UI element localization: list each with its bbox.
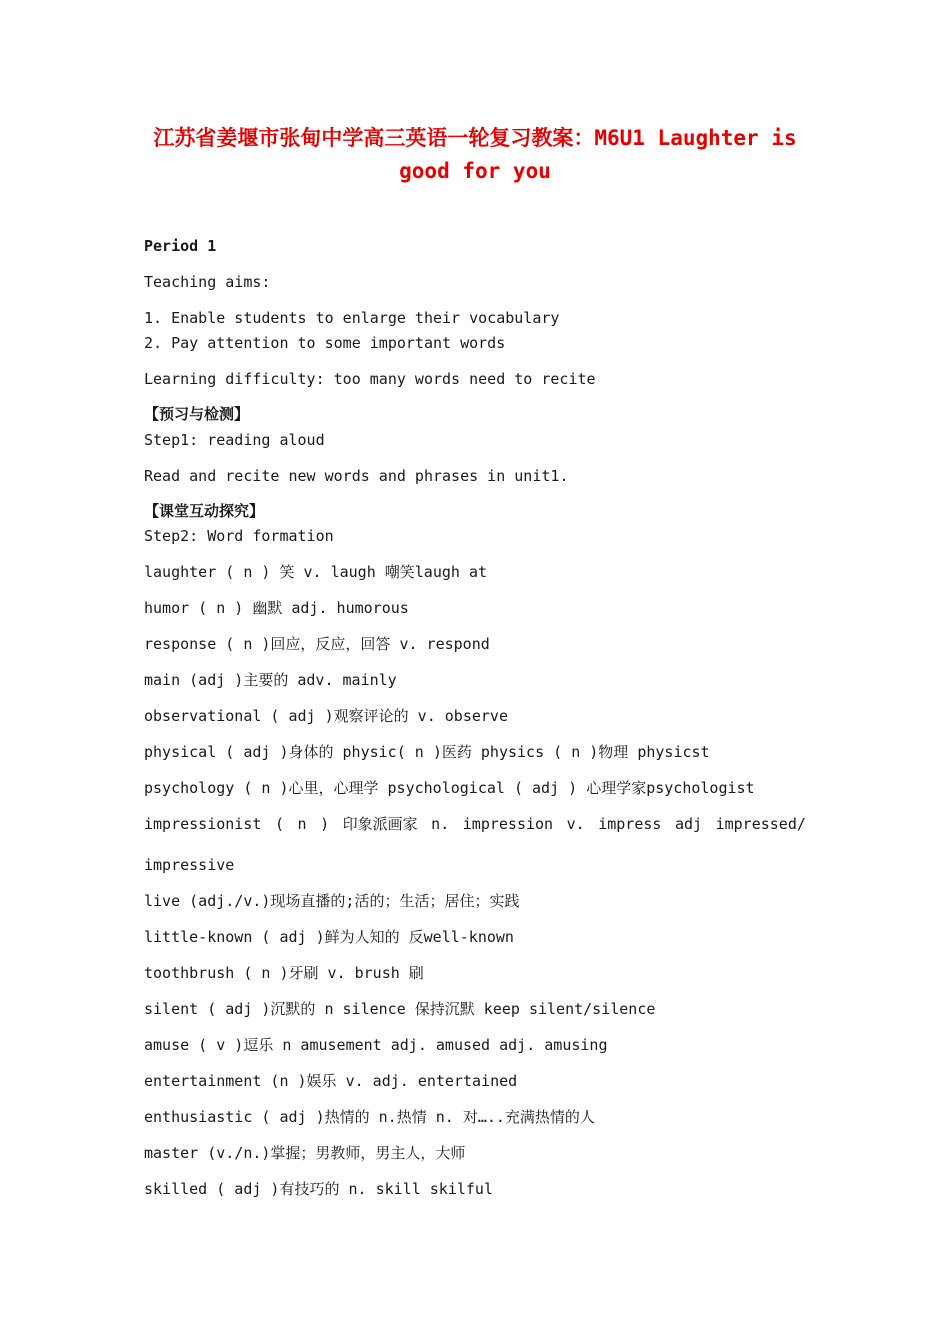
- word-part: (: [274, 815, 284, 833]
- word-entry-continuation: impressive: [144, 856, 235, 874]
- word-part: impressionist: [144, 815, 262, 833]
- word-entry: observational ( adj )观察评论的 v. observe: [144, 707, 508, 725]
- word-entry: psychology ( n )心里，心理学 psychological ( adj ) 心理学家psychologist: [144, 779, 755, 797]
- word-entry: little-known ( adj )鲜为人知的 反well-known: [144, 928, 514, 946]
- word-entry: humor ( n ) 幽默 adj. humorous: [144, 599, 409, 617]
- word-part: ): [320, 815, 330, 833]
- word-part: n.: [431, 815, 450, 833]
- word-entry-impressionist: [144, 814, 806, 834]
- word-entry: skilled ( adj )有技巧的 n. skill skilful: [144, 1180, 493, 1198]
- word-entry: live (adj./v.)现场直播的;活的；生活；居住；实践: [144, 892, 520, 910]
- document-title-line1: 江苏省姜堰市张甸中学高三英语一轮复习教案：M6U1 Laughter is: [153, 126, 797, 150]
- document-title-line2: good for you: [399, 159, 551, 183]
- teaching-aims-label: Teaching aims:: [144, 273, 271, 291]
- word-part: impression: [462, 815, 554, 833]
- word-part: n: [297, 815, 307, 833]
- section-heading-preview: 【预习与检测】: [144, 405, 250, 423]
- period-label: Period 1: [144, 237, 217, 255]
- word-entry: toothbrush ( n )牙刷 v. brush 刷: [144, 964, 424, 982]
- step1-text: Read and recite new words and phrases in unit1.: [144, 467, 569, 485]
- word-part: adj: [674, 815, 703, 833]
- step1-label: Step1: reading aloud: [144, 431, 325, 449]
- word-entry: silent ( adj )沉默的 n silence 保持沉默 keep silent/silence: [144, 1000, 656, 1018]
- word-entry: entertainment (n )娱乐 v. adj. entertained: [144, 1072, 518, 1090]
- section-heading-classroom: 【课堂互动探究】: [144, 502, 265, 520]
- aim-item-1: 1. Enable students to enlarge their vocabulary: [144, 309, 560, 327]
- word-part: impress: [598, 815, 662, 833]
- aim-item-2: 2. Pay attention to some important words: [144, 334, 506, 352]
- word-part: 印象派画家: [342, 815, 418, 833]
- word-entry: main (adj )主要的 adv. mainly: [144, 671, 397, 689]
- learning-difficulty: Learning difficulty: too many words need to recite: [144, 370, 596, 388]
- word-entry: response ( n )回应，反应，回答 v. respond: [144, 635, 490, 653]
- word-part: impressed/: [715, 815, 806, 833]
- word-entry: enthusiastic ( adj )热情的 n.热情 n. 对…..充满热情的人: [144, 1108, 595, 1126]
- word-entry: laughter ( n ) 笑 v. laugh 嘲笑laugh at: [144, 563, 488, 581]
- word-entry: physical ( adj )身体的 physic( n )医药 physics ( n )物理 physicst: [144, 743, 710, 761]
- word-entry: amuse ( v )逗乐 n amusement adj. amused adj. amusing: [144, 1036, 608, 1054]
- word-part: v.: [566, 815, 585, 833]
- word-entry: master (v./n.)掌握；男教师，男主人，大师: [144, 1144, 466, 1162]
- step2-label: Step2: Word formation: [144, 527, 334, 545]
